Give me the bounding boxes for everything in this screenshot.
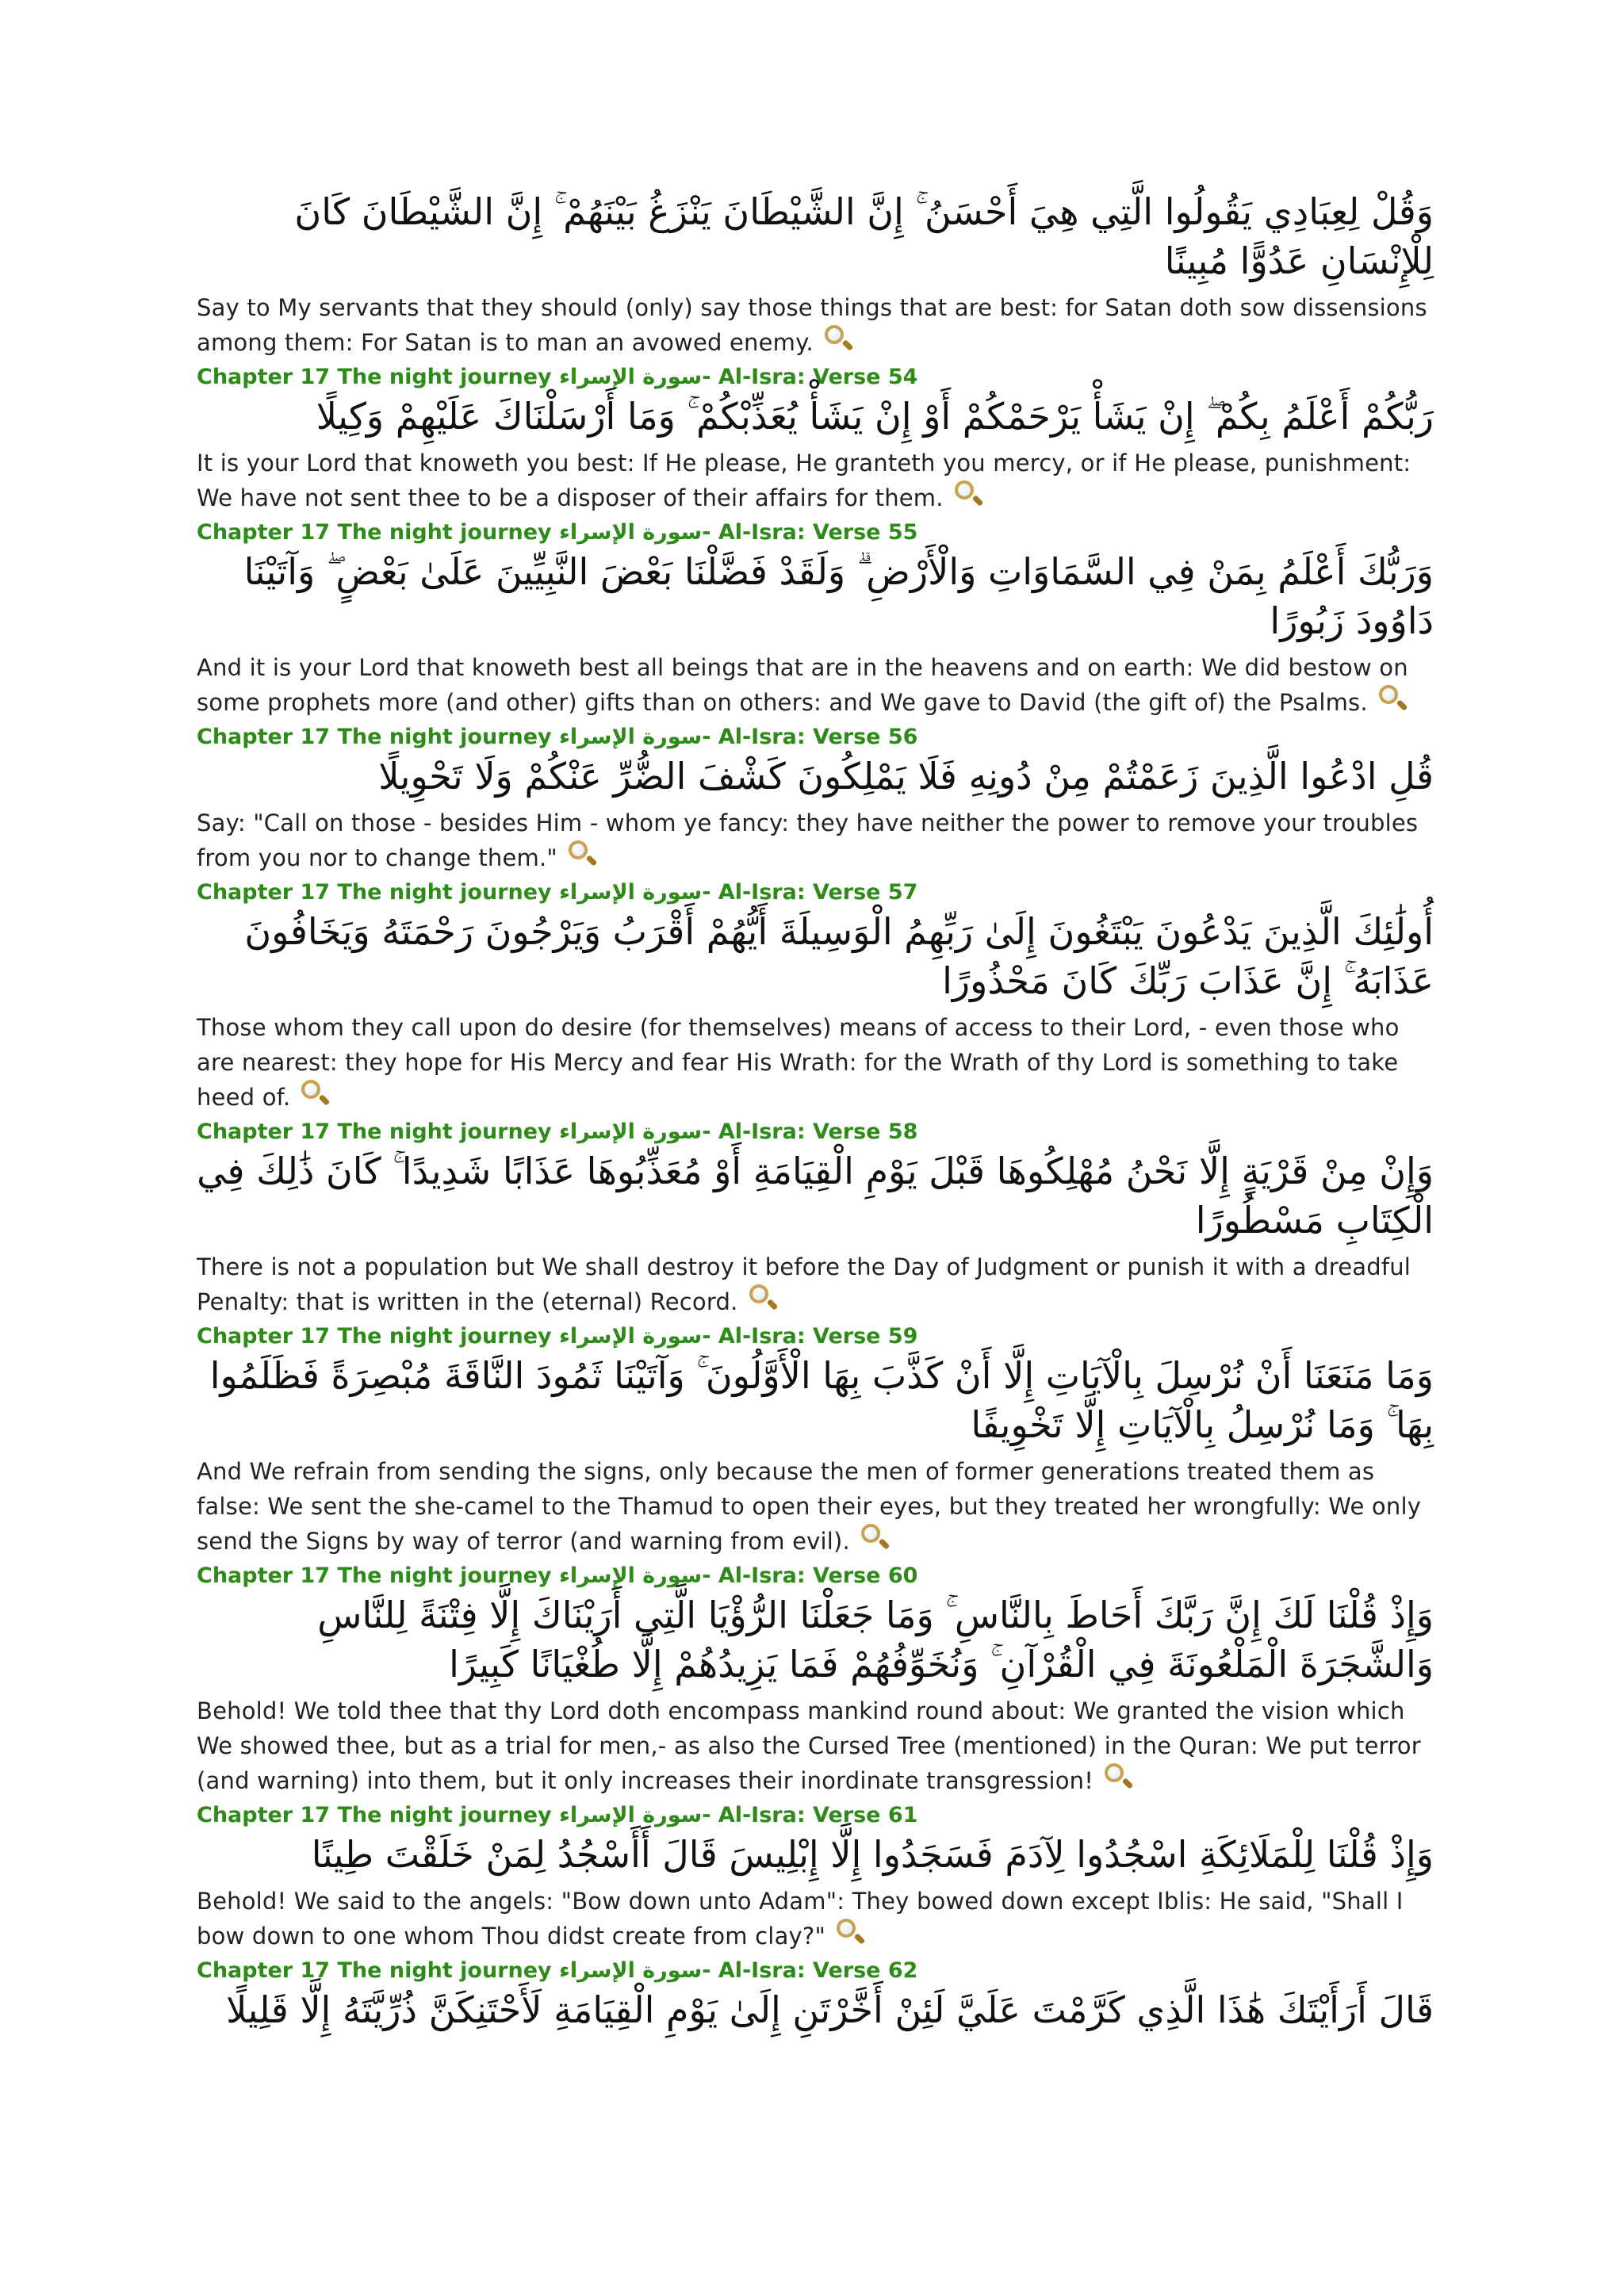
arabic-text: أُولَٰئِكَ الَّذِينَ يَدْعُونَ يَبْتَغُونَ إِلَىٰ رَبِّهِمُ الْوَسِيلَةَ أَيُّهُمْ أَقْرَبُ وَيَرْجُونَ رَحْمَتَهُ وَيَخَافُونَ عَذَابَهُ ۚ إِنَّ عَذَابَ رَبِّكَ كَانَ مَحْذُورًا — [244, 910, 1434, 1002]
arabic-text: قَالَ أَرَأَيْتَكَ هَٰذَا الَّذِي كَرَّمْتَ عَلَيَّ لَئِنْ أَخَّرْتَنِ إِلَىٰ يَوْمِ الْقِيَامَةِ لَأَحْتَنِكَنَّ ذُرِّيَّتَهُ إِلَّا قَلِيلًا — [226, 1988, 1434, 2031]
translation-text: Behold! We said to the angels: "Bow down unto Adam": They bowed down except Iblis: He said, "Shall I bow down to one whom Thou didst create from clay?" — [197, 1888, 1404, 1950]
arabic-text: وَإِذْ قُلْنَا لِلْمَلَائِكَةِ اسْجُدُوا لِآدَمَ فَسَجَدُوا إِلَّا إِبْلِيسَ قَالَ أَأَسْجُدُ لِمَنْ خَلَقْتَ طِينًا — [311, 1833, 1434, 1876]
verse-number: 57 — [887, 880, 918, 905]
verse-header[interactable] — [197, 1118, 1434, 1146]
translation-text: And We refrain from sending the signs, only because the men of former generations treated them as false: We sent the she-camel to the Thamud to open their eyes, but they treated her wrongfully: We only send the Signs by way of terror (and warning from evil). — [197, 1458, 1422, 1555]
verse-54 — [197, 363, 1434, 515]
verse-57 — [197, 878, 1434, 1115]
arabic-text: رَبُّكُمْ أَعْلَمُ بِكُمْ ۖ إِنْ يَشَأْ يَرْحَمْكُمْ أَوْ إِنْ يَشَأْ يُعَذِّبْكُمْ ۚ وَمَا أَرْسَلْنَاكَ عَلَيْهِمْ وَكِيلًا — [316, 395, 1434, 438]
chapter-label: Chapter 17 The night journey — [197, 725, 552, 749]
sura-arabic-name: سورة الإسراء — [559, 520, 703, 545]
verse-number: 59 — [887, 1324, 918, 1349]
verse-60 — [197, 1562, 1434, 1798]
sura-latin-label: Al-Isra: Verse — [718, 1119, 881, 1144]
verse-59 — [197, 1322, 1434, 1559]
arabic-text: وَقُلْ لِعِبَادِي يَقُولُوا الَّتِي هِيَ أَحْسَنُ ۚ إِنَّ الشَّيْطَانَ يَنْزَغُ بَيْنَهُمْ ۚ إِنَّ الشَّيْطَانَ كَانَ لِلْإِنْسَانِ عَدُوًّا مُبِينًا — [294, 190, 1434, 282]
sura-latin-label: Al-Isra: Verse — [718, 1958, 881, 1983]
verse-number: 60 — [887, 1563, 918, 1588]
translation-text: Those whom they call upon do desire (for themselves) means of access to their Lord, - even those who are nearest: they hope for His Mercy and fear His Wrath: for the Wrath of thy Lord is something to take heed of. — [197, 1014, 1400, 1111]
header-dash: - — [702, 520, 711, 545]
magnifier-icon[interactable] — [952, 480, 983, 509]
english-translation — [197, 1884, 1434, 1954]
english-translation — [197, 446, 1434, 515]
chapter-label: Chapter 17 The night journey — [197, 1324, 552, 1349]
header-dash: - — [702, 1119, 711, 1144]
verse-number: 54 — [887, 365, 918, 389]
sura-arabic-name: سورة الإسراء — [559, 1803, 703, 1827]
magnifier-icon[interactable] — [833, 1919, 865, 1947]
header-dash: - — [702, 725, 711, 749]
translation-text: Say: "Call on those - besides Him - whom ye fancy: they have neither the power to remove your troubles from you nor to change them." — [197, 809, 1419, 871]
magnifier-icon[interactable] — [858, 1524, 890, 1552]
magnifier-icon[interactable] — [565, 840, 597, 869]
english-translation — [197, 290, 1434, 360]
header-dash: - — [702, 1803, 711, 1827]
verse-53 — [197, 187, 1434, 360]
english-translation — [197, 1249, 1434, 1319]
translation-text: There is not a population but We shall destroy it before the Day of Judgment or punish it with a dreadful Penalty: that is written in the (eternal) Record. — [197, 1253, 1411, 1315]
sura-arabic-name: سورة الإسراء — [559, 1958, 703, 1983]
verse-number: 62 — [887, 1958, 918, 1983]
verse-62 — [197, 1957, 1434, 2039]
arabic-text: وَإِذْ قُلْنَا لَكَ إِنَّ رَبَّكَ أَحَاطَ بِالنَّاسِ ۚ وَمَا جَعَلْنَا الرُّؤْيَا الَّتِي أَرَيْنَاكَ إِلَّا فِتْنَةً لِلنَّاسِ وَالشَّجَرَةَ الْمَلْعُونَةَ فِي الْقُرْآنِ ۚ وَنُخَوِّفُهُمْ فَمَا يَزِيدُهُمْ إِلَّا طُغْيَانًا كَبِيرًا — [317, 1594, 1434, 1686]
verse-number: 56 — [887, 725, 918, 749]
verse-55 — [197, 519, 1434, 720]
verse-header[interactable] — [197, 519, 1434, 547]
verse-header[interactable] — [197, 878, 1434, 907]
verse-56 — [197, 723, 1434, 875]
sura-latin-label: Al-Isra: Verse — [718, 1324, 881, 1349]
sura-arabic-name: سورة الإسراء — [559, 880, 703, 905]
verse-number: 55 — [887, 520, 918, 545]
verse-header[interactable] — [197, 1801, 1434, 1830]
sura-latin-label: Al-Isra: Verse — [718, 1803, 881, 1827]
arabic-text: وَرَبُّكَ أَعْلَمُ بِمَنْ فِي السَّمَاوَاتِ وَالْأَرْضِ ۗ وَلَقَدْ فَضَّلْنَا بَعْضَ النَّبِيِّينَ عَلَىٰ بَعْضٍ ۖ وَآتَيْنَا دَاوُودَ زَبُورًا — [243, 550, 1434, 642]
english-translation — [197, 1454, 1434, 1559]
header-dash: - — [702, 1958, 711, 1983]
magnifier-icon[interactable] — [822, 325, 853, 354]
chapter-label: Chapter 17 The night journey — [197, 1563, 552, 1588]
chapter-label: Chapter 17 The night journey — [197, 365, 552, 389]
verse-header[interactable] — [197, 363, 1434, 392]
sura-arabic-name: سورة الإسراء — [559, 1563, 703, 1588]
sura-latin-label: Al-Isra: Verse — [718, 520, 881, 545]
sura-latin-label: Al-Isra: Verse — [718, 880, 881, 905]
header-dash: - — [702, 1324, 711, 1349]
translation-text: It is your Lord that knoweth you best: If He please, He granteth you mercy, or if He please, punishment: We have not sent thee to be a disposer of their affairs for them. — [197, 450, 1411, 511]
chapter-label: Chapter 17 The night journey — [197, 1119, 552, 1144]
arabic-text: وَمَا مَنَعَنَا أَنْ نُرْسِلَ بِالْآيَاتِ إِلَّا أَنْ كَذَّبَ بِهَا الْأَوَّلُونَ ۚ وَآتَيْنَا ثَمُودَ النَّاقَةَ مُبْصِرَةً فَظَلَمُوا بِهَا ۚ وَمَا نُرْسِلُ بِالْآيَاتِ إِلَّا تَخْوِيفًا — [209, 1354, 1434, 1446]
verse-header[interactable] — [197, 1957, 1434, 1985]
english-translation — [197, 1693, 1434, 1798]
sura-latin-label: Al-Isra: Verse — [718, 365, 881, 389]
chapter-label: Chapter 17 The night journey — [197, 880, 552, 905]
sura-arabic-name: سورة الإسراء — [559, 1324, 703, 1349]
verse-list — [197, 363, 1434, 2039]
translation-text: Say to My servants that they should (only) say those things that are best: for Satan doth sow dissensions among them: For Satan is to man an avowed enemy. — [197, 294, 1427, 356]
translation-text: And it is your Lord that knoweth best all beings that are in the heavens and on earth: We did bestow on some prophets more (and other) gifts than on others: and We gave to David (the gift of) the Psalms. — [197, 654, 1408, 716]
verse-58 — [197, 1118, 1434, 1319]
verse-header[interactable] — [197, 1562, 1434, 1590]
sura-arabic-name: سورة الإسراء — [559, 1119, 703, 1144]
sura-arabic-name: سورة الإسراء — [559, 725, 703, 749]
verse-number: 61 — [887, 1803, 918, 1827]
page-content — [197, 187, 1434, 2039]
chapter-label: Chapter 17 The night journey — [197, 1803, 552, 1827]
chapter-label: Chapter 17 The night journey — [197, 520, 552, 545]
sura-latin-label: Al-Isra: Verse — [718, 1563, 881, 1588]
magnifier-icon[interactable] — [1101, 1763, 1133, 1792]
verse-61 — [197, 1801, 1434, 1954]
magnifier-icon[interactable] — [1376, 685, 1408, 714]
magnifier-icon[interactable] — [298, 1080, 330, 1108]
english-translation — [197, 1010, 1434, 1115]
header-dash: - — [702, 1563, 711, 1588]
arabic-text: قُلِ ادْعُوا الَّذِينَ زَعَمْتُمْ مِنْ دُونِهِ فَلَا يَمْلِكُونَ كَشْفَ الضُّرِّ عَنْكُمْ وَلَا تَحْوِيلًا — [378, 755, 1434, 798]
header-dash: - — [702, 880, 711, 905]
verse-header[interactable] — [197, 1322, 1434, 1351]
sura-arabic-name: سورة الإسراء — [559, 365, 703, 389]
magnifier-icon[interactable] — [746, 1284, 778, 1313]
verse-number: 58 — [887, 1119, 918, 1144]
header-dash: - — [702, 365, 711, 389]
translation-text: Behold! We told thee that thy Lord doth encompass mankind round about: We granted the vision which We showed thee, but as a trial for men,- as also the Cursed Tree (mentioned) in the Quran: We put terror (and warning) into them, but it only increases their inordinate transgression! — [197, 1697, 1421, 1794]
english-translation — [197, 650, 1434, 720]
sura-latin-label: Al-Isra: Verse — [718, 725, 881, 749]
chapter-label: Chapter 17 The night journey — [197, 1958, 552, 1983]
english-translation — [197, 806, 1434, 875]
arabic-text: وَإِنْ مِنْ قَرْيَةٍ إِلَّا نَحْنُ مُهْلِكُوهَا قَبْلَ يَوْمِ الْقِيَامَةِ أَوْ مُعَذِّبُوهَا عَذَابًا شَدِيدًا ۚ كَانَ ذَٰلِكَ فِي الْكِتَابِ مَسْطُورًا — [197, 1150, 1434, 1242]
verse-header[interactable] — [197, 723, 1434, 752]
